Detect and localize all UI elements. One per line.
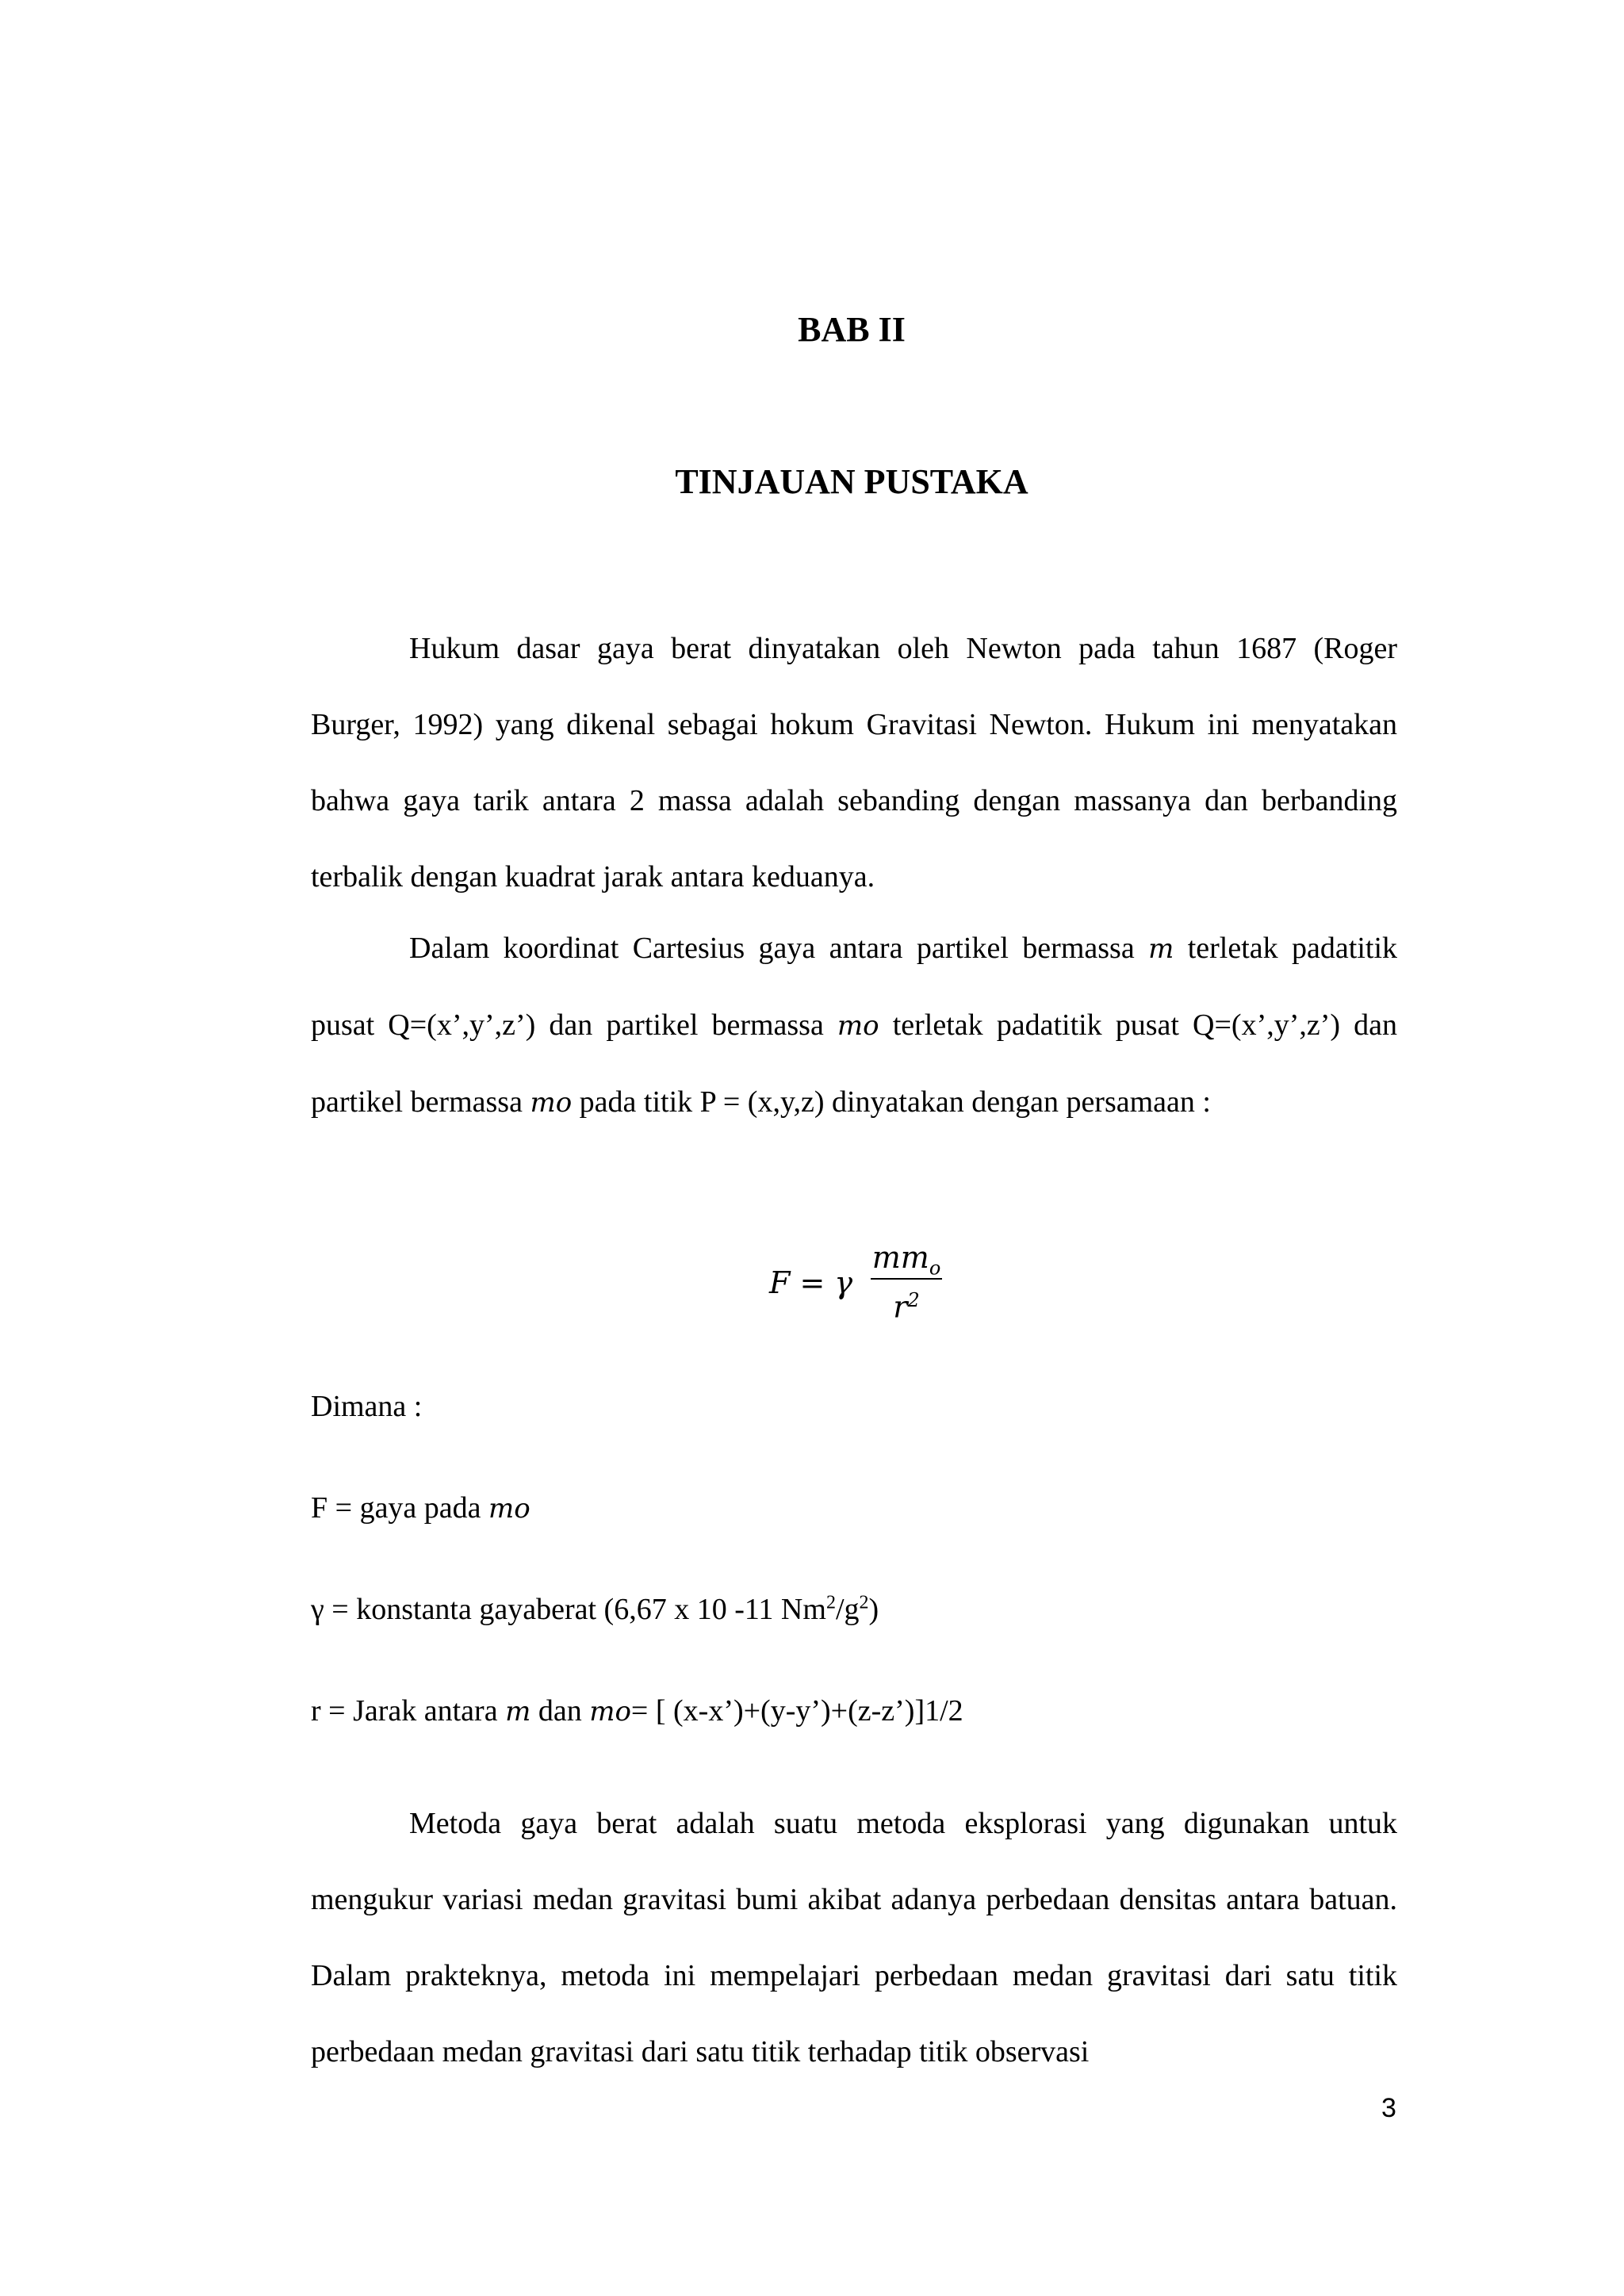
formula-fraction <box>871 1237 942 1325</box>
paragraph-cartesian <box>311 910 1397 1141</box>
definition-f: F = gaya pada mo <box>311 1491 530 1525</box>
formula-numerator: $mm_o$ <box>871 1237 942 1280</box>
page-number: 3 <box>1381 2093 1396 2123</box>
formula-lhs: F = γ <box>769 1265 853 1300</box>
chapter-title: TINJAUAN PUSTAKA <box>675 462 1028 501</box>
dimana-label: Dimana : <box>311 1390 423 1423</box>
paragraph-text: terletak padatitik pusat Q=(x’,y’,z’) dan partikel bermassa <box>311 932 1397 1042</box>
math-symbol: mo <box>837 1010 879 1042</box>
paragraph-gravity-method: Metoda gaya berat adalah suatu metoda eksplorasi yang digunakan untuk mengukur variasi medan gravitasi bumi akibat adanya perbedaan densitas antara batuan. Dalam prakteknya, metoda ini mempelajari perbedaan medan gravitasi dari satu titik perbedaan medan gravitasi dari satu titik terhadap titik observasi <box>311 1807 1397 2068</box>
paragraph-text: Dalam koordinat Cartesius gaya antara partikel bermassa <box>409 932 1149 965</box>
math-symbol: mo <box>530 1087 573 1119</box>
definition-gamma: γ = konstanta gayaberat (6,67 x 10 -11 $Nm^2/g^2$) <box>311 1592 879 1626</box>
paragraph-text: pada titik P = (x,y,z) dinyatakan dengan persamaan : <box>572 1085 1211 1119</box>
paragraph-newton-law: Hukum dasar gaya berat dinyatakan oleh Newton pada tahun 1687 (Roger Burger, 1992) yang dikenal sebagai hokum Gravitasi Newton. Hukum ini menyatakan bahwa gaya tarik antara 2 massa adalah sebanding dengan massanya dan berbanding terbalik dengan kuadrat jarak antara keduanya. <box>311 632 1397 894</box>
math-symbol: m <box>1148 933 1174 965</box>
definition-r: r = Jarak antara m dan mo= [ (x-x’)+(y-y’)+(z-z’)]1/2 <box>311 1694 963 1728</box>
paragraph-text: terletak padatitik pusat Q=(x’,y’,z’) dan partikel bermassa <box>311 1008 1397 1119</box>
chapter-heading: BAB II <box>798 310 906 349</box>
formula-denominator: $r^2$ <box>893 1289 920 1325</box>
